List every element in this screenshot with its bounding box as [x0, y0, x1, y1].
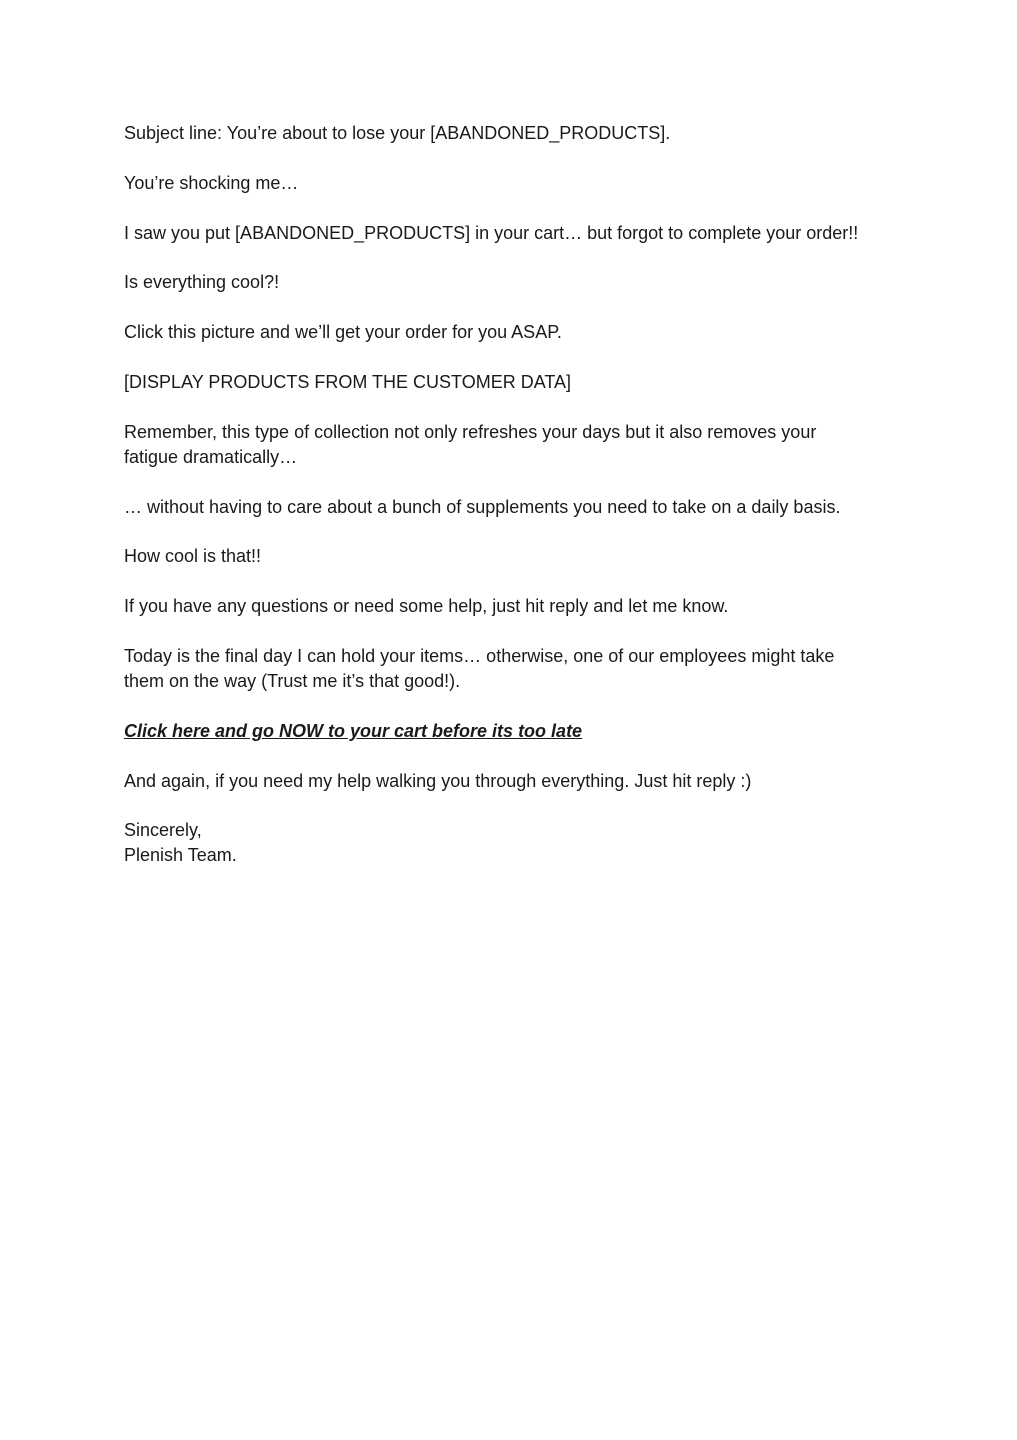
cta-paragraph [124, 719, 904, 744]
paragraph-cart-reminder: I saw you put [ABANDONED_PRODUCTS] in your cart… but forgot to complete your order!! [124, 222, 859, 243]
subject-line: Subject line: You’re about to lose your [ABANDONED_PRODUCTS]. [124, 123, 671, 143]
paragraph-help: If you have any questions or need some help, just hit reply and let me know. [124, 596, 729, 617]
paragraph-final-day-line-2: them on the way (Trust me it’s that good!). [124, 670, 461, 691]
paragraph-benefits-line-2: fatigue dramatically… [124, 446, 298, 467]
signoff: Sincerely, [124, 820, 202, 841]
paragraph-benefits [124, 420, 904, 470]
signature: Plenish Team. [124, 845, 237, 866]
email-body [124, 121, 904, 868]
product-display-placeholder: [DISPLAY PRODUCTS FROM THE CUSTOMER DATA] [124, 371, 572, 392]
paragraph-opening: You’re shocking me… [124, 172, 299, 193]
paragraph-question: Is everything cool?! [124, 272, 280, 293]
paragraph-benefits-line-1: Remember, this type of collection not only refreshes your days but it also removes your [124, 421, 817, 442]
paragraph-click-picture: Click this picture and we’ll get your order for you ASAP. [124, 322, 562, 343]
paragraph-final-day-line-1: Today is the final day I can hold your items… otherwise, one of our employees might take [124, 645, 835, 666]
paragraph-closing-help: And again, if you need my help walking you through everything. Just hit reply :) [124, 770, 752, 791]
go-to-cart-link[interactable]: Click here and go NOW to your cart before its too late [124, 720, 583, 741]
paragraph-how-cool: How cool is that!! [124, 546, 262, 567]
paragraph-supplements: … without having to care about a bunch of supplements you need to take on a daily basis. [124, 496, 841, 517]
paragraph-final-day [124, 644, 904, 694]
